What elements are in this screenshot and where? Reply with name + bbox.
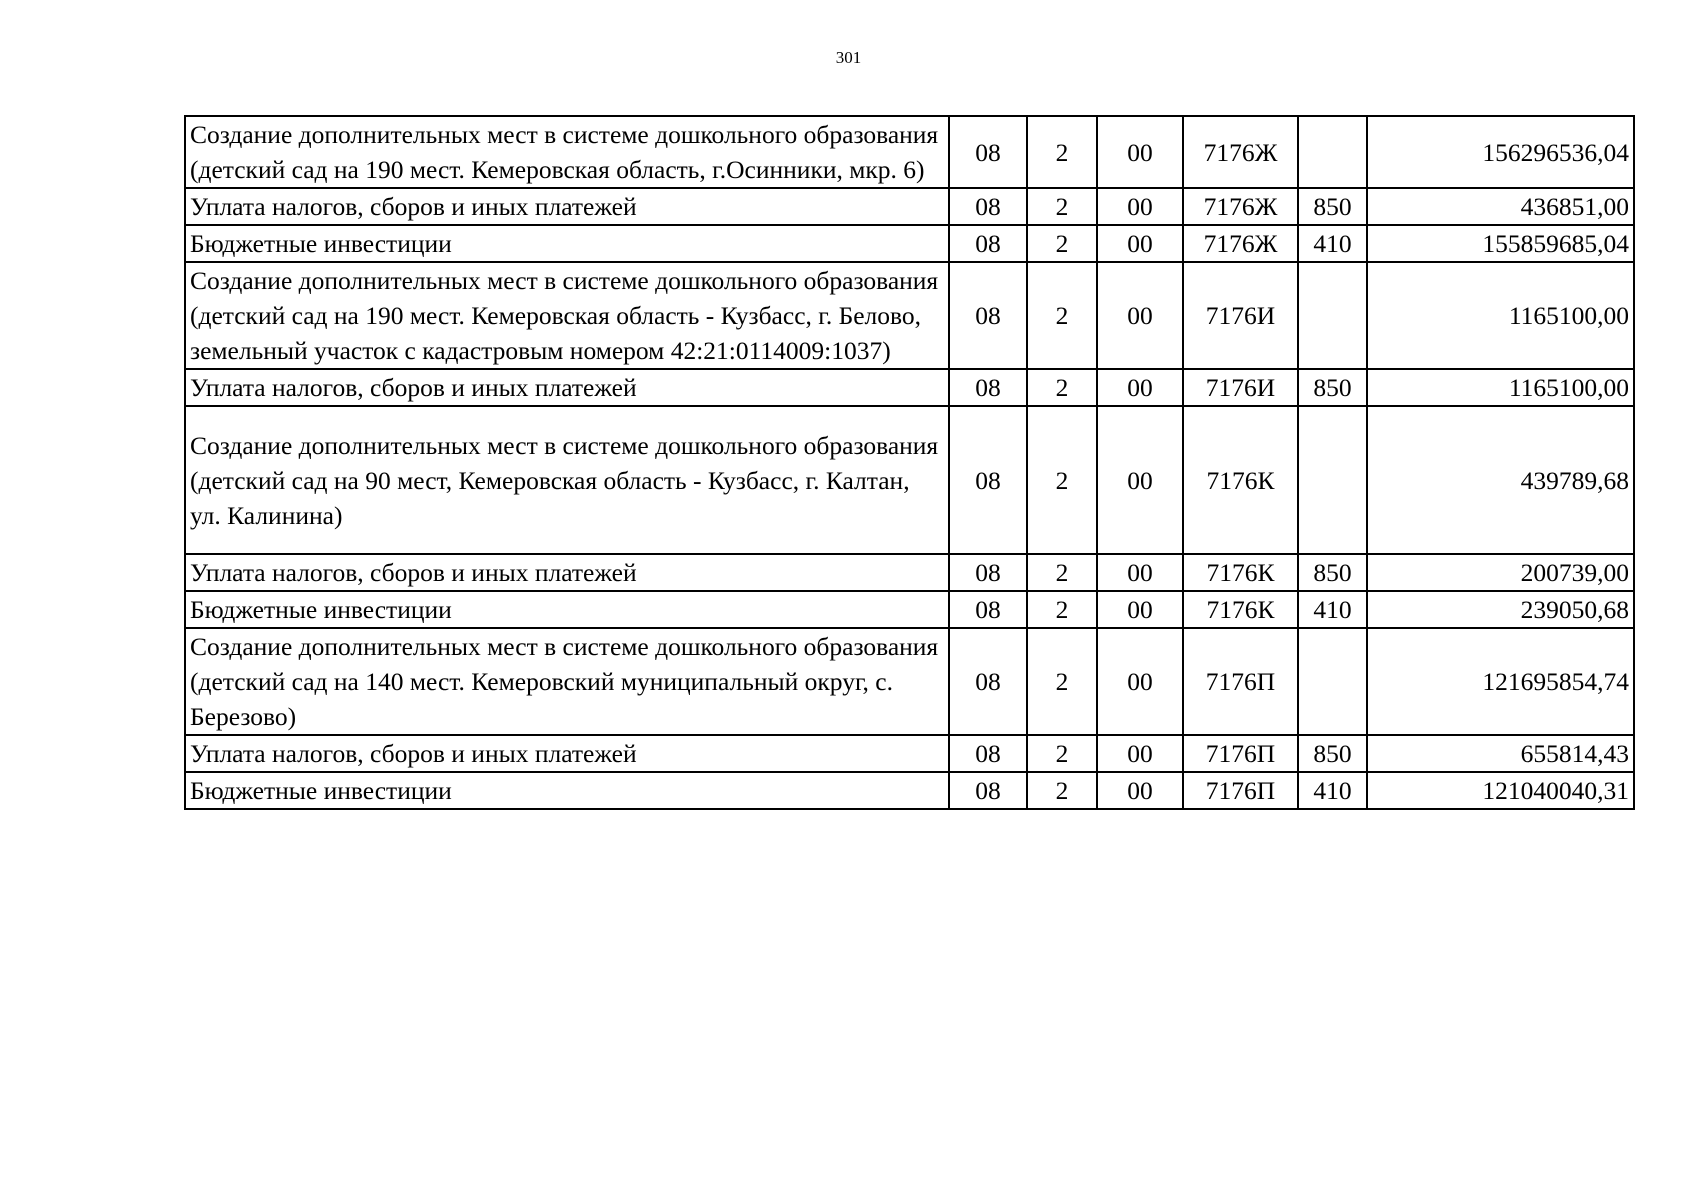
section-code-cell: 08 xyxy=(949,188,1027,225)
expense-type-cell: 410 xyxy=(1298,591,1367,628)
expense-name-cell: Уплата налогов, сборов и иных платежей xyxy=(185,369,949,406)
amount-cell: 155859685,04 xyxy=(1367,225,1634,262)
page-number: 301 xyxy=(835,48,862,67)
subprogram-code-cell: 00 xyxy=(1097,772,1183,809)
amount-cell: 239050,68 xyxy=(1367,591,1634,628)
expense-type-cell: 850 xyxy=(1298,735,1367,772)
direction-code-cell: 7176П xyxy=(1183,735,1298,772)
program-code-cell: 2 xyxy=(1027,406,1097,554)
subprogram-code-cell: 00 xyxy=(1097,628,1183,735)
subprogram-code-cell: 00 xyxy=(1097,406,1183,554)
direction-code-cell: 7176К xyxy=(1183,591,1298,628)
table-row xyxy=(185,188,1634,225)
subprogram-code-cell: 00 xyxy=(1097,554,1183,591)
expense-name-cell: Создание дополнительных мест в системе дошкольного образования (детский сад на 140 мест. Кемеровский муниципальный округ, с. Березово) xyxy=(185,628,949,735)
subprogram-code-cell: 00 xyxy=(1097,262,1183,369)
table-row xyxy=(185,554,1634,591)
table-row xyxy=(185,628,1634,735)
expense-name-cell: Уплата налогов, сборов и иных платежей xyxy=(185,188,949,225)
section-code-cell: 08 xyxy=(949,116,1027,188)
section-code-cell: 08 xyxy=(949,591,1027,628)
program-code-cell: 2 xyxy=(1027,772,1097,809)
program-code-cell: 2 xyxy=(1027,735,1097,772)
program-code-cell: 2 xyxy=(1027,628,1097,735)
table-row xyxy=(185,591,1634,628)
section-code-cell: 08 xyxy=(949,554,1027,591)
table-row xyxy=(185,406,1634,554)
direction-code-cell: 7176К xyxy=(1183,406,1298,554)
section-code-cell: 08 xyxy=(949,772,1027,809)
direction-code-cell: 7176Ж xyxy=(1183,188,1298,225)
expense-name-cell: Создание дополнительных мест в системе дошкольного образования (детский сад на 190 мест. Кемеровская область - Кузбасс, г. Белово, земельный участок с кадастровым номером 42:21:0114009:1037) xyxy=(185,262,949,369)
direction-code-cell: 7176П xyxy=(1183,628,1298,735)
program-code-cell: 2 xyxy=(1027,369,1097,406)
direction-code-cell: 7176И xyxy=(1183,262,1298,369)
program-code-cell: 2 xyxy=(1027,225,1097,262)
program-code-cell: 2 xyxy=(1027,591,1097,628)
expense-name-cell: Бюджетные инвестиции xyxy=(185,225,949,262)
subprogram-code-cell: 00 xyxy=(1097,369,1183,406)
section-code-cell: 08 xyxy=(949,628,1027,735)
table-row xyxy=(185,735,1634,772)
subprogram-code-cell: 00 xyxy=(1097,188,1183,225)
expense-name-cell: Бюджетные инвестиции xyxy=(185,591,949,628)
amount-cell: 121040040,31 xyxy=(1367,772,1634,809)
program-code-cell: 2 xyxy=(1027,116,1097,188)
expense-type-cell xyxy=(1298,262,1367,369)
amount-cell: 1165100,00 xyxy=(1367,262,1634,369)
amount-cell: 156296536,04 xyxy=(1367,116,1634,188)
subprogram-code-cell: 00 xyxy=(1097,735,1183,772)
program-code-cell: 2 xyxy=(1027,262,1097,369)
expense-type-cell xyxy=(1298,406,1367,554)
direction-code-cell: 7176Ж xyxy=(1183,225,1298,262)
amount-cell: 200739,00 xyxy=(1367,554,1634,591)
direction-code-cell: 7176Ж xyxy=(1183,116,1298,188)
table-row xyxy=(185,225,1634,262)
subprogram-code-cell: 00 xyxy=(1097,591,1183,628)
program-code-cell: 2 xyxy=(1027,188,1097,225)
section-code-cell: 08 xyxy=(949,735,1027,772)
table-row xyxy=(185,369,1634,406)
expense-type-cell xyxy=(1298,628,1367,735)
table-row xyxy=(185,116,1634,188)
expense-name-cell: Уплата налогов, сборов и иных платежей xyxy=(185,554,949,591)
table-row xyxy=(185,772,1634,809)
table-row xyxy=(185,262,1634,369)
subprogram-code-cell: 00 xyxy=(1097,116,1183,188)
expense-type-cell: 410 xyxy=(1298,772,1367,809)
amount-cell: 436851,00 xyxy=(1367,188,1634,225)
expense-name-cell: Создание дополнительных мест в системе дошкольного образования (детский сад на 190 мест. Кемеровская область, г.Осинники, мкр. 6) xyxy=(185,116,949,188)
program-code-cell: 2 xyxy=(1027,554,1097,591)
amount-cell: 1165100,00 xyxy=(1367,369,1634,406)
subprogram-code-cell: 00 xyxy=(1097,225,1183,262)
direction-code-cell: 7176П xyxy=(1183,772,1298,809)
expense-name-cell: Уплата налогов, сборов и иных платежей xyxy=(185,735,949,772)
amount-cell: 121695854,74 xyxy=(1367,628,1634,735)
direction-code-cell: 7176И xyxy=(1183,369,1298,406)
expense-type-cell: 410 xyxy=(1298,225,1367,262)
section-code-cell: 08 xyxy=(949,369,1027,406)
expense-name-cell: Создание дополнительных мест в системе дошкольного образования (детский сад на 90 мест, Кемеровская область - Кузбасс, г. Калтан, ул. Калинина) xyxy=(185,406,949,554)
section-code-cell: 08 xyxy=(949,225,1027,262)
section-code-cell: 08 xyxy=(949,262,1027,369)
budget-table xyxy=(184,115,1635,810)
section-code-cell: 08 xyxy=(949,406,1027,554)
expense-name-cell: Бюджетные инвестиции xyxy=(185,772,949,809)
expense-type-cell: 850 xyxy=(1298,188,1367,225)
amount-cell: 439789,68 xyxy=(1367,406,1634,554)
direction-code-cell: 7176К xyxy=(1183,554,1298,591)
amount-cell: 655814,43 xyxy=(1367,735,1634,772)
expense-type-cell xyxy=(1298,116,1367,188)
expense-type-cell: 850 xyxy=(1298,554,1367,591)
expense-type-cell: 850 xyxy=(1298,369,1367,406)
